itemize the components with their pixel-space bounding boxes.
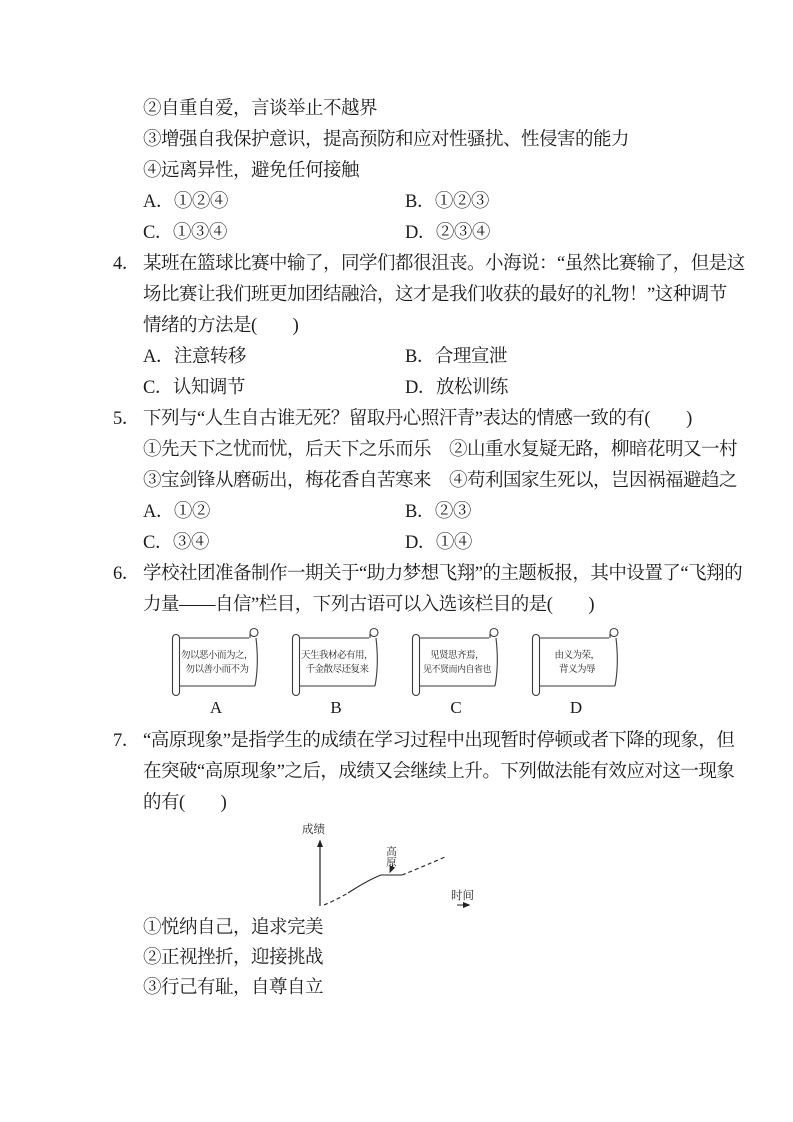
- q4-number: 4．: [113, 254, 140, 274]
- scroll-banner-a-image: [170, 626, 262, 698]
- graph-x-axis-label: 时间: [451, 890, 474, 902]
- q3-option-c: C．①③④: [143, 223, 227, 243]
- scroll-banner-c: [410, 626, 502, 718]
- scroll-a-letter: A: [209, 698, 223, 717]
- scroll-d-text-line2: 背义为辱: [558, 665, 596, 675]
- q7-number: 7．: [113, 731, 140, 751]
- q4-option-c: C．认知调节: [143, 378, 245, 398]
- scroll-b-text-line2: 千金散尽还复来: [305, 665, 369, 675]
- q3-option-a: A．①②④: [143, 192, 228, 212]
- q7-text-line: “高原现象”是指学生的成绩在学习过程中出现暂时停顿或者下降的现象，但: [143, 731, 735, 751]
- q5-text-line: 下列与“人生自古谁无死？留取丹心照汗青”表达的情感一致的有( ): [143, 409, 692, 429]
- q7-text-line: 的有( ): [143, 793, 227, 813]
- q4-text-line: 场比赛让我们班更加团结融洽，这才是我们收获的最好的礼物！”这种调节: [143, 285, 727, 305]
- scroll-banner-c-image: [410, 626, 502, 698]
- scroll-d-letter: D: [569, 698, 583, 717]
- scroll-b-text-line1: 天生我材必有用，: [300, 651, 374, 661]
- scroll-banner-b: [290, 626, 382, 718]
- question-5: [113, 404, 738, 559]
- q6-scroll-banners: [170, 626, 691, 718]
- q3-item-4: ④远离异性，避免任何接触: [143, 161, 360, 181]
- exam-content: [113, 94, 745, 1003]
- q7-item-2: ②正视挫折，迎接挑战: [143, 948, 324, 968]
- q6-number: 6．: [113, 564, 140, 584]
- curve-rising-start: [324, 893, 348, 905]
- q3-option-b: B．①②③: [405, 192, 489, 212]
- q4-text-line: 某班在篮球比赛中输了，同学们都很沮丧。小海说：“虽然比赛输了，但是这: [143, 254, 745, 274]
- scroll-c-text-line2: 见不贤而内自省也: [422, 664, 492, 674]
- question-3-continuation: [143, 94, 691, 249]
- q4-option-b: B．合理宣泄: [405, 347, 507, 367]
- scroll-banner-d: [530, 626, 622, 718]
- q4-text-line: 情绪的方法是( ): [143, 316, 299, 336]
- q7-item-3: ③行己有耻，自尊自立: [143, 978, 324, 998]
- q6-text-line: 力量——自信”栏目，下列古语可以入选该栏目的是( ): [143, 595, 595, 615]
- scroll-a-text-line1: 勿以恶小而为之，: [180, 651, 254, 661]
- curve-plateau: [348, 875, 402, 893]
- q3-options-row-2: [143, 218, 691, 249]
- scroll-c-letter: C: [450, 698, 462, 717]
- q4-options-row-2: [143, 373, 691, 404]
- q5-option-a: A．①②: [143, 502, 210, 522]
- scroll-banner-d-image: [530, 626, 622, 698]
- q4-options-row-1: [143, 342, 691, 373]
- q3-item-3: ③增强自我保护意识，提高预防和应对性骚扰、性侵害的能力: [143, 130, 630, 150]
- q3-option-d: D．②③④: [405, 223, 490, 243]
- graph-y-axis-label: 成绩: [302, 824, 325, 836]
- scroll-c-text-line1: 见贤思齐焉，: [429, 651, 485, 661]
- q4-option-d: D．放松训练: [405, 378, 508, 398]
- q5-options-row-2: [143, 528, 691, 559]
- graph-plateau-annotation: 高原: [385, 846, 396, 867]
- q5-option-d: D．①④: [405, 533, 472, 553]
- curve-rising-end: [402, 857, 445, 875]
- scroll-a-text-line2: 勿以善小而不为: [185, 665, 249, 675]
- question-7: [113, 726, 735, 1003]
- q3-options-row-1: [143, 187, 691, 218]
- q5-subitems-line: ①先天下之忧而忧，后天下之乐而乐 ②山重水复疑无路，柳暗花明又一村: [143, 440, 738, 460]
- q5-option-c: C．③④: [143, 533, 209, 553]
- q4-option-a: A．注意转移: [143, 347, 246, 367]
- q5-number: 5．: [113, 409, 140, 429]
- q5-subitems-line: ③宝剑锋从磨砺出，梅花香自苦寒来 ④苟利国家生死以，岂因祸福避趋之: [143, 471, 738, 491]
- scroll-banner-b-image: [290, 626, 382, 698]
- q7-item-1: ①悦纳自己，追求完美: [143, 918, 324, 938]
- question-6: [113, 559, 743, 718]
- q6-text-line: 学校社团准备制作一期关于“助力梦想飞翔”的主题板报，其中设置了“飞翔的: [143, 564, 743, 584]
- plateau-graph: [280, 821, 500, 909]
- q7-text-line: 在突破“高原现象”之后，成绩又会继续上升。下列做法能有效应对这一现象: [143, 762, 735, 782]
- scroll-b-letter: B: [330, 698, 342, 717]
- scroll-banner-a: [170, 626, 262, 718]
- scroll-d-text-line1: 由义为荣，: [554, 651, 600, 661]
- q7-items: [143, 913, 691, 1003]
- q3-item-2: ②自重自爱，言谈举止不越界: [143, 99, 378, 119]
- question-4: [113, 249, 745, 404]
- q5-options-row-1: [143, 497, 691, 528]
- q5-option-b: B．②③: [405, 502, 471, 522]
